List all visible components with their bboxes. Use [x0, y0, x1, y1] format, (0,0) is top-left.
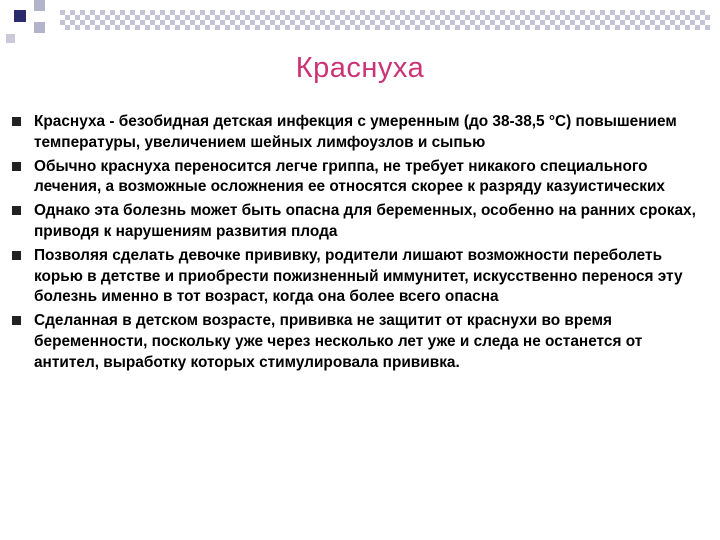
decor-square-light — [34, 0, 45, 11]
decor-checker-band — [60, 10, 710, 30]
bullet-text: Обычно краснуха переносится легче гриппа, не требует никакого специального лечения, а возможные осложнения ее относятся скорее к разряду казуистических — [34, 157, 665, 196]
list-item — [12, 246, 708, 308]
decor-square-light — [34, 22, 45, 33]
slide-title: Краснуха — [295, 52, 425, 84]
list-item — [12, 201, 708, 243]
bullet-text: Сделанная в детском возрасте, прививка не защитит от краснухи во время беременности, поскольку уже через несколько лет уже и следа не останется от антител, выработку которых стимулировала прививка. — [34, 312, 643, 371]
bullet-square-icon — [12, 251, 21, 260]
list-item — [12, 311, 708, 373]
decor-square-dark — [14, 10, 26, 22]
bullet-list — [12, 112, 708, 377]
bullet-square-icon — [12, 117, 21, 126]
bullet-square-icon — [12, 316, 21, 325]
bullet-square-icon — [12, 162, 21, 171]
bullet-square-icon — [12, 206, 21, 215]
decorative-squares-header — [0, 0, 720, 50]
bullet-text: Однако эта болезнь может быть опасна для беременных, особенно на ранних сроках, приводя к нарушениям развития плода — [34, 202, 696, 240]
decor-square-light — [6, 34, 15, 43]
list-item — [12, 157, 708, 199]
list-item — [12, 112, 708, 154]
bullet-text: Позволяя сделать девочке прививку, родители лишают возможности переболеть корью в детстве и приобрести пожизненный иммунитет, искусственно перенося эту болезнь именно в тот возраст, когда она более всего опасна — [34, 246, 683, 306]
bullet-text: Краснуха - безобидная детская инфекция с умеренным (до 38-38,5 °С) повышением температуры, увеличением шейных лимфоузлов и сыпью — [34, 113, 677, 151]
